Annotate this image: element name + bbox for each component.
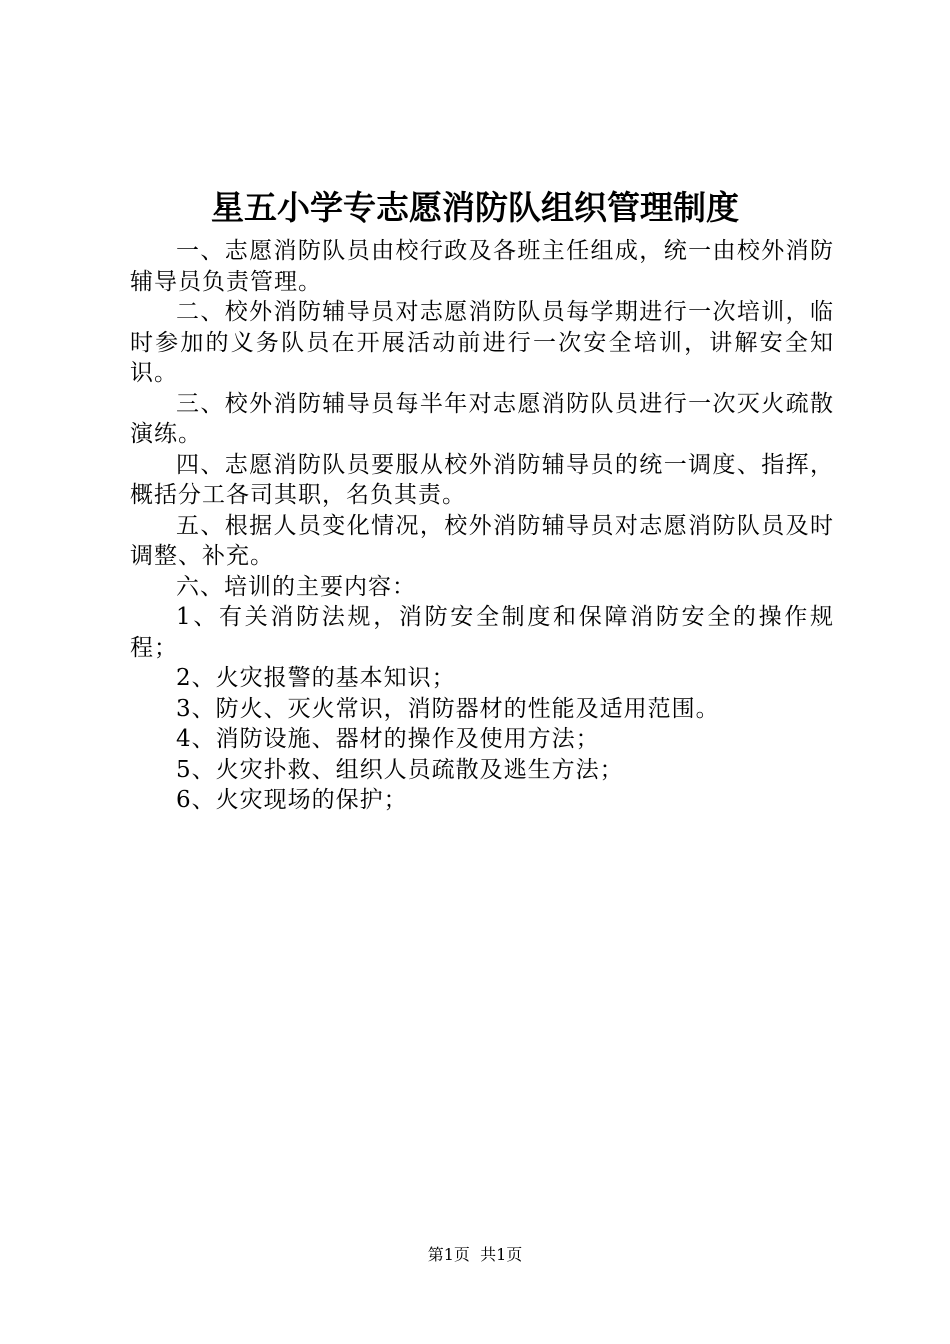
list-item-1: 1、有关消防法规，消防安全制度和保障消防安全的操作规程；	[130, 604, 834, 661]
list-item-2: 2、火灾报警的基本知识；	[176, 665, 456, 691]
document-title: 星五小学专志愿消防队组织管理制度	[211, 188, 739, 227]
paragraph-4: 四、志愿消防队员要服从校外消防辅导员的统一调度、指挥，概括分工各司其职，名负其责。	[130, 451, 834, 508]
list-item-3: 3、防火、灭火常识，消防器材的性能及适用范围。	[176, 695, 720, 722]
paragraph-1: 一、志愿消防队员由校行政及各班主任组成，统一由校外消防辅导员负责管理。	[130, 238, 834, 295]
list-item-5: 5、火灾扑救、组织人员疏散及逃生方法；	[176, 756, 624, 783]
page-footer: 第1页 共1页	[427, 1245, 523, 1264]
paragraph-5: 五、根据人员变化情况，校外消防辅导员对志愿消防队员及时调整、补充。	[130, 512, 834, 569]
list-item-6: 6、火灾现场的保护；	[176, 787, 408, 813]
paragraph-6: 六、培训的主要内容：	[176, 573, 416, 600]
paragraph-3: 三、校外消防辅导员每半年对志愿消防队员进行一次灭火疏散演练。	[130, 390, 834, 447]
document-body	[130, 236, 834, 816]
list-item-4: 4、消防设施、器材的操作及使用方法；	[176, 726, 600, 752]
paragraph-2: 二、校外消防辅导员对志愿消防队员每学期进行一次培训，临时参加的义务队员在开展活动前进行一次安全培训，讲解安全知识。	[130, 299, 834, 386]
